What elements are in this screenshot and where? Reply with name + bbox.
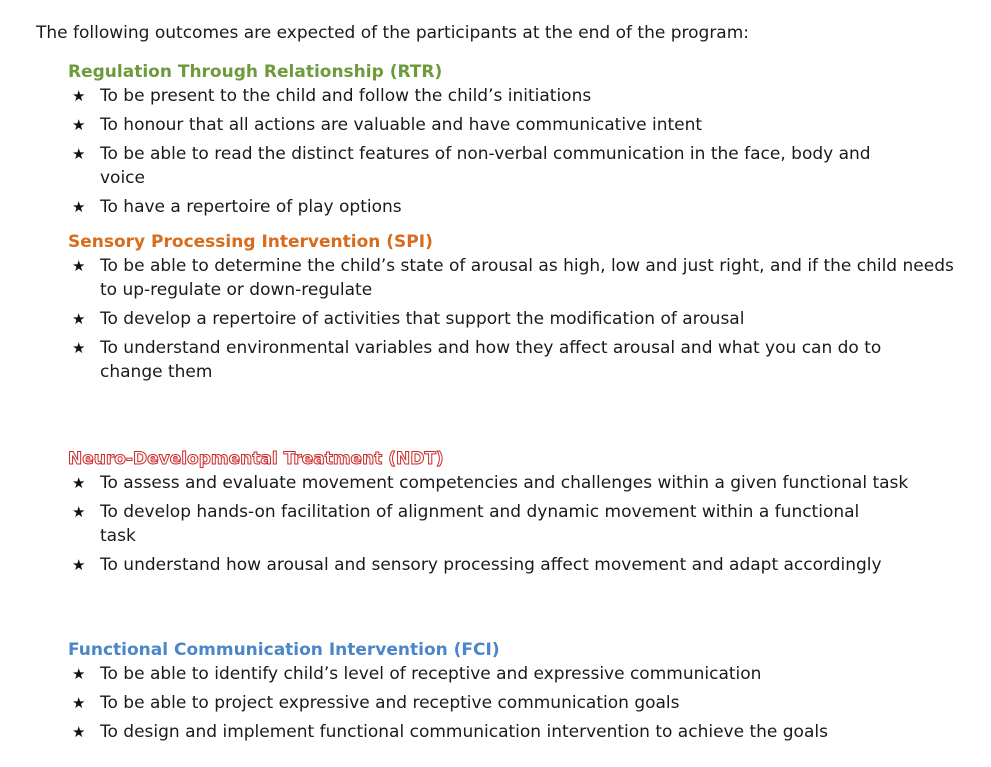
star-bullet-icon: ★ (72, 116, 86, 134)
star-bullet-icon: ★ (72, 474, 86, 492)
list-item: ★ To have a repertoire of play options (72, 197, 402, 217)
section-heading-ndt: Neuro-Developmental Treatment (NDT) (68, 449, 444, 469)
star-bullet-icon: ★ (72, 694, 86, 712)
star-bullet-icon: ★ (72, 145, 86, 163)
star-bullet-icon: ★ (72, 257, 86, 275)
star-bullet-icon: ★ (72, 556, 86, 574)
outcome-list-fci (68, 662, 968, 744)
section-ndt (68, 447, 968, 582)
list-item: ★ To be able to determine the child’s state of arousal as high, low and just right, and if the child needs to up-regulate or down-regulate (72, 256, 954, 300)
list-item: ★ To honour that all actions are valuable and have communicative intent (72, 115, 703, 135)
section-heading-rtr: Regulation Through Relationship (RTR) (68, 62, 443, 82)
outcome-list-spi (68, 254, 968, 384)
section-rtr (68, 60, 968, 224)
star-bullet-icon: ★ (72, 339, 86, 357)
intro-text: The following outcomes are expected of the participants at the end of the program: (36, 23, 750, 43)
section-heading-fci: Functional Communication Intervention (FCI) (68, 640, 500, 660)
section-heading-spi: Sensory Processing Intervention (SPI) (68, 232, 433, 252)
list-item: ★ To be able to project expressive and receptive communication goals (72, 693, 680, 713)
list-item: ★ To design and implement functional communication intervention to achieve the goals (72, 722, 828, 742)
star-bullet-icon: ★ (72, 723, 86, 741)
list-item: ★ To develop a repertoire of activities that support the modification of arousal (72, 309, 745, 329)
list-item: ★ To assess and evaluate movement competencies and challenges within a given functional task (72, 473, 909, 493)
star-bullet-icon: ★ (72, 310, 86, 328)
star-bullet-icon: ★ (72, 87, 86, 105)
star-bullet-icon: ★ (72, 198, 86, 216)
star-bullet-icon: ★ (72, 665, 86, 683)
list-item: ★ To be able to identify child’s level of receptive and expressive communication (72, 664, 762, 684)
section-fci (68, 638, 968, 749)
list-item: ★ To be able to read the distinct features of non-verbal communication in the face, body and voice (72, 144, 871, 188)
star-bullet-icon: ★ (72, 503, 86, 521)
list-item: ★ To understand how arousal and sensory processing affect movement and adapt accordingly (72, 555, 882, 575)
section-spi (68, 230, 968, 389)
list-item: ★ To develop hands-on facilitation of alignment and dynamic movement within a functional task (72, 502, 860, 546)
list-item: ★ To be present to the child and follow the child’s initiations (72, 86, 592, 106)
list-item: ★ To understand environmental variables and how they affect arousal and what you can do to change them (72, 338, 882, 382)
outcome-list-rtr (68, 84, 968, 219)
outcome-list-ndt (68, 471, 968, 577)
